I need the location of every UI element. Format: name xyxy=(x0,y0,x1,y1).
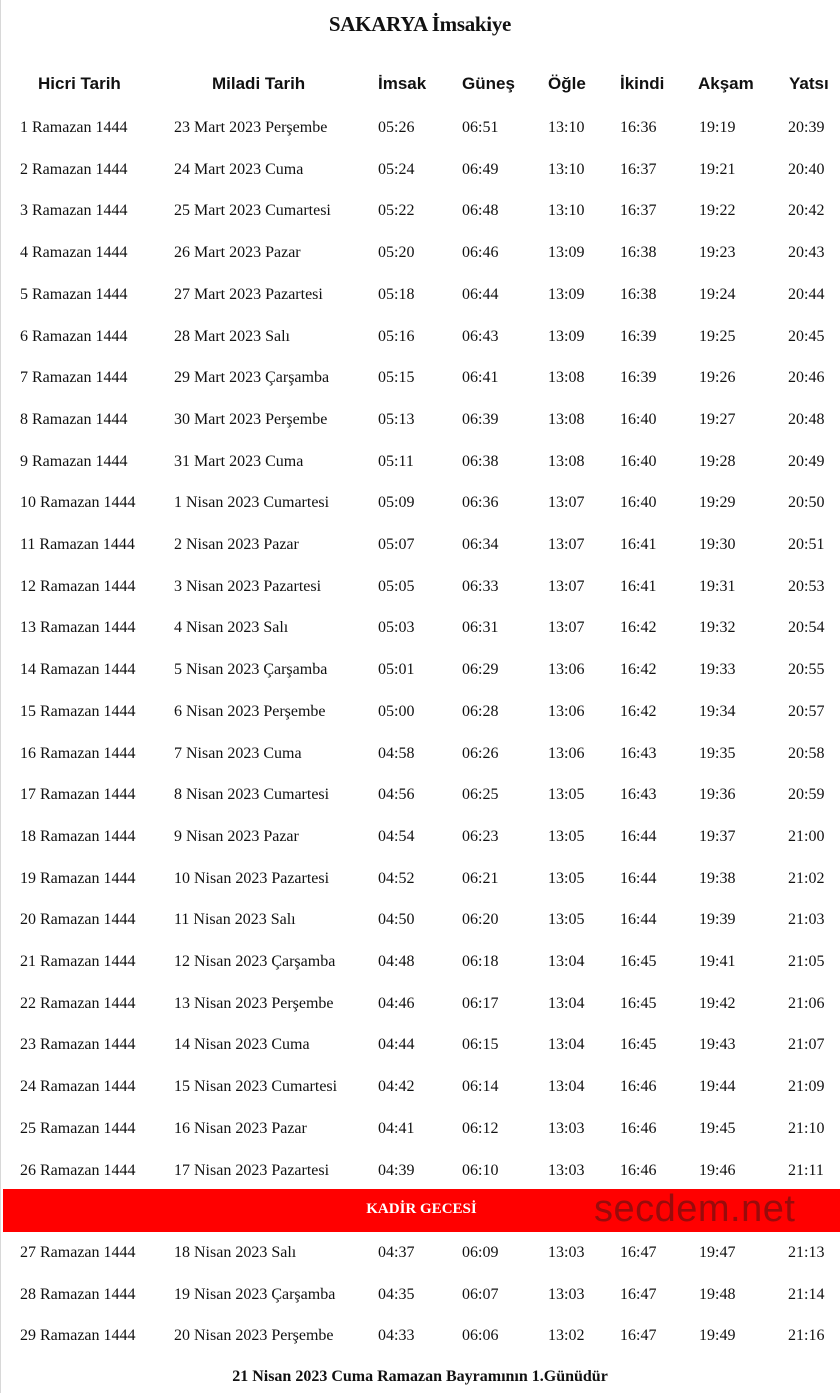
cell-gunes: 06:46 xyxy=(462,244,499,262)
table-row xyxy=(0,1078,840,1102)
cell-gunes: 06:25 xyxy=(462,786,499,804)
cell-yatsi: 21:14 xyxy=(788,1285,825,1303)
cell-miladi: 14 Nisan 2023 Cuma xyxy=(174,1036,310,1054)
cell-hicri: 12 Ramazan 1444 xyxy=(20,577,136,595)
cell-imsak: 05:18 xyxy=(378,285,415,303)
cell-gunes: 06:15 xyxy=(462,1036,499,1054)
cell-miladi: 23 Mart 2023 Perşembe xyxy=(174,119,328,136)
cell-miladi: 15 Nisan 2023 Cumartesi xyxy=(174,1078,338,1096)
cell-ikindi: 16:45 xyxy=(620,1036,657,1054)
table-row xyxy=(0,1244,840,1268)
cell-ikindi: 16:40 xyxy=(620,494,657,512)
cell-imsak: 04:56 xyxy=(378,786,415,804)
cell-miladi: 8 Nisan 2023 Cumartesi xyxy=(174,786,330,804)
table-row xyxy=(0,828,840,852)
cell-hicri: 9 Ramazan 1444 xyxy=(20,452,128,470)
cell-gunes: 06:38 xyxy=(462,452,499,470)
table-row xyxy=(0,369,840,393)
cell-aksam: 19:39 xyxy=(699,911,736,929)
cell-hicri: 3 Ramazan 1444 xyxy=(20,202,128,220)
cell-gunes: 06:17 xyxy=(462,994,499,1012)
table-row xyxy=(0,745,840,769)
cell-imsak: 05:20 xyxy=(378,244,415,262)
cell-yatsi: 20:46 xyxy=(788,369,825,387)
cell-ogle: 13:07 xyxy=(548,536,585,553)
cell-aksam: 19:32 xyxy=(699,619,736,637)
header-aksam: Akşam xyxy=(698,74,754,93)
cell-yatsi: 21:16 xyxy=(788,1327,825,1345)
cell-gunes: 06:07 xyxy=(462,1285,499,1303)
cell-imsak: 05:11 xyxy=(378,452,414,470)
cell-ikindi: 16:42 xyxy=(620,661,657,679)
cell-yatsi: 20:53 xyxy=(788,577,825,595)
cell-ogle: 13:03 xyxy=(548,1119,585,1137)
cell-ogle: 13:08 xyxy=(548,369,585,387)
cell-imsak: 05:01 xyxy=(378,661,415,679)
cell-ogle: 13:07 xyxy=(548,494,585,512)
cell-hicri: 18 Ramazan 1444 xyxy=(20,827,136,845)
cell-hicri: 27 Ramazan 1444 xyxy=(20,1244,136,1261)
cell-aksam: 19:48 xyxy=(699,1285,736,1303)
table-row xyxy=(0,1162,840,1186)
header-ikindi: İkindi xyxy=(620,74,665,93)
cell-hicri: 21 Ramazan 1444 xyxy=(20,953,136,970)
cell-aksam: 19:47 xyxy=(699,1244,736,1261)
cell-gunes: 06:39 xyxy=(462,410,499,428)
header-imsak: İmsak xyxy=(378,74,427,93)
cell-miladi: 26 Mart 2023 Pazar xyxy=(174,244,301,262)
cell-aksam: 19:49 xyxy=(699,1327,736,1345)
cell-ogle: 13:07 xyxy=(548,577,585,595)
cell-yatsi: 21:02 xyxy=(788,869,825,887)
cell-gunes: 06:36 xyxy=(462,494,499,512)
cell-ogle: 13:03 xyxy=(548,1244,585,1261)
cell-hicri: 4 Ramazan 1444 xyxy=(20,244,128,262)
cell-miladi: 31 Mart 2023 Cuma xyxy=(174,452,304,470)
cell-imsak: 05:24 xyxy=(378,160,415,178)
cell-ikindi: 16:39 xyxy=(620,369,657,387)
cell-ikindi: 16:47 xyxy=(620,1244,657,1261)
cell-imsak: 04:48 xyxy=(378,953,415,970)
cell-hicri: 15 Ramazan 1444 xyxy=(20,702,136,720)
cell-miladi: 16 Nisan 2023 Pazar xyxy=(174,1119,307,1137)
cell-ikindi: 16:47 xyxy=(620,1327,657,1345)
table-row xyxy=(0,286,840,310)
cell-ogle: 13:02 xyxy=(548,1327,585,1345)
cell-miladi: 6 Nisan 2023 Perşembe xyxy=(174,702,326,720)
table-row xyxy=(0,578,840,602)
table-row xyxy=(0,536,840,560)
cell-hicri: 23 Ramazan 1444 xyxy=(20,1036,136,1054)
table-row xyxy=(0,161,840,185)
cell-miladi: 1 Nisan 2023 Cumartesi xyxy=(174,494,330,512)
cell-ikindi: 16:38 xyxy=(620,244,657,262)
cell-aksam: 19:37 xyxy=(699,827,736,845)
cell-miladi: 7 Nisan 2023 Cuma xyxy=(174,744,302,762)
cell-ikindi: 16:46 xyxy=(620,1161,657,1179)
cell-yatsi: 20:42 xyxy=(788,202,825,220)
cell-yatsi: 20:45 xyxy=(788,327,825,345)
cell-yatsi: 21:07 xyxy=(788,1036,825,1054)
cell-ikindi: 16:39 xyxy=(620,327,657,345)
cell-imsak: 05:03 xyxy=(378,619,415,637)
cell-miladi: 18 Nisan 2023 Salı xyxy=(174,1244,297,1261)
cell-imsak: 04:35 xyxy=(378,1285,415,1303)
cell-yatsi: 20:57 xyxy=(788,702,825,720)
watermark: secdem.net xyxy=(594,1188,796,1230)
cell-ikindi: 16:45 xyxy=(620,994,657,1012)
cell-miladi: 20 Nisan 2023 Perşembe xyxy=(174,1327,334,1345)
cell-imsak: 05:22 xyxy=(378,202,415,220)
table-row xyxy=(0,494,840,518)
cell-miladi: 5 Nisan 2023 Çarşamba xyxy=(174,661,328,679)
header-ogle: Öğle xyxy=(548,74,586,93)
table-row xyxy=(0,244,840,268)
cell-ikindi: 16:43 xyxy=(620,786,657,804)
cell-ikindi: 16:38 xyxy=(620,285,657,303)
table-row xyxy=(0,453,840,477)
cell-aksam: 19:33 xyxy=(699,661,736,679)
cell-gunes: 06:21 xyxy=(462,869,499,887)
cell-aksam: 19:22 xyxy=(699,202,736,220)
table-row xyxy=(0,1327,840,1351)
cell-imsak: 05:07 xyxy=(378,536,415,553)
table-row xyxy=(0,619,840,643)
cell-aksam: 19:36 xyxy=(699,786,736,804)
cell-imsak: 04:39 xyxy=(378,1161,415,1179)
cell-yatsi: 20:39 xyxy=(788,119,825,136)
cell-imsak: 04:37 xyxy=(378,1244,415,1261)
cell-yatsi: 20:49 xyxy=(788,452,825,470)
cell-aksam: 19:43 xyxy=(699,1036,736,1054)
cell-hicri: 5 Ramazan 1444 xyxy=(20,285,128,303)
cell-ikindi: 16:47 xyxy=(620,1285,657,1303)
cell-gunes: 06:14 xyxy=(462,1078,499,1096)
cell-aksam: 19:38 xyxy=(699,869,736,887)
cell-ikindi: 16:37 xyxy=(620,160,657,178)
cell-gunes: 06:20 xyxy=(462,911,499,929)
page-title: SAKARYA İmsakiye xyxy=(328,12,512,36)
cell-ogle: 13:10 xyxy=(548,202,585,220)
cell-miladi: 12 Nisan 2023 Çarşamba xyxy=(174,953,336,970)
cell-ogle: 13:09 xyxy=(548,285,585,303)
cell-aksam: 19:31 xyxy=(699,577,736,595)
cell-hicri: 13 Ramazan 1444 xyxy=(20,619,136,637)
cell-imsak: 05:15 xyxy=(378,369,415,387)
header-gunes: Güneş xyxy=(462,74,515,93)
table-row xyxy=(0,870,840,894)
cell-yatsi: 20:51 xyxy=(788,536,825,553)
cell-yatsi: 20:43 xyxy=(788,244,825,262)
cell-ikindi: 16:42 xyxy=(620,619,657,637)
cell-ogle: 13:10 xyxy=(548,119,585,136)
cell-gunes: 06:43 xyxy=(462,327,499,345)
header-miladi: Miladi Tarih xyxy=(212,74,306,93)
cell-yatsi: 20:50 xyxy=(788,494,825,512)
cell-gunes: 06:18 xyxy=(462,953,499,970)
cell-imsak: 05:09 xyxy=(378,494,415,512)
table-row xyxy=(0,1036,840,1060)
cell-ogle: 13:10 xyxy=(548,160,585,178)
cell-aksam: 19:21 xyxy=(699,160,736,178)
cell-miladi: 2 Nisan 2023 Pazar xyxy=(174,536,299,553)
cell-hicri: 28 Ramazan 1444 xyxy=(20,1285,136,1303)
cell-yatsi: 20:40 xyxy=(788,160,825,178)
cell-ogle: 13:09 xyxy=(548,244,585,262)
cell-ogle: 13:04 xyxy=(548,953,585,970)
table-row xyxy=(0,328,840,352)
cell-ikindi: 16:40 xyxy=(620,410,657,428)
cell-hicri: 8 Ramazan 1444 xyxy=(20,410,128,428)
cell-imsak: 05:05 xyxy=(378,577,415,595)
cell-imsak: 04:41 xyxy=(378,1119,415,1137)
cell-yatsi: 21:06 xyxy=(788,994,825,1012)
cell-gunes: 06:44 xyxy=(462,285,499,303)
table-row xyxy=(0,703,840,727)
table-row xyxy=(0,911,840,935)
cell-gunes: 06:33 xyxy=(462,577,499,595)
cell-gunes: 06:49 xyxy=(462,160,499,178)
cell-ikindi: 16:41 xyxy=(620,536,657,553)
cell-gunes: 06:12 xyxy=(462,1119,499,1137)
cell-miladi: 29 Mart 2023 Çarşamba xyxy=(174,369,330,387)
cell-ogle: 13:06 xyxy=(548,661,585,679)
cell-imsak: 04:42 xyxy=(378,1078,415,1096)
cell-aksam: 19:19 xyxy=(699,119,736,136)
cell-yatsi: 20:48 xyxy=(788,410,825,428)
cell-hicri: 7 Ramazan 1444 xyxy=(20,369,128,387)
table-row xyxy=(0,119,840,143)
cell-gunes: 06:26 xyxy=(462,744,499,762)
cell-hicri: 22 Ramazan 1444 xyxy=(20,994,136,1012)
cell-imsak: 04:46 xyxy=(378,994,415,1012)
table-row xyxy=(0,953,840,977)
cell-yatsi: 21:00 xyxy=(788,827,825,845)
cell-ogle: 13:04 xyxy=(548,1036,585,1054)
cell-miladi: 25 Mart 2023 Cumartesi xyxy=(174,202,331,220)
cell-hicri: 16 Ramazan 1444 xyxy=(20,744,136,762)
cell-aksam: 19:42 xyxy=(699,994,736,1012)
cell-imsak: 04:54 xyxy=(378,827,415,845)
cell-gunes: 06:48 xyxy=(462,202,499,220)
cell-ikindi: 16:37 xyxy=(620,202,657,220)
cell-yatsi: 21:03 xyxy=(788,911,825,929)
cell-ogle: 13:05 xyxy=(548,911,585,929)
cell-gunes: 06:06 xyxy=(462,1327,499,1345)
cell-hicri: 20 Ramazan 1444 xyxy=(20,911,136,929)
cell-ogle: 13:04 xyxy=(548,1078,585,1096)
cell-gunes: 06:31 xyxy=(462,619,499,637)
cell-ikindi: 16:40 xyxy=(620,452,657,470)
cell-ogle: 13:08 xyxy=(548,410,585,428)
cell-ogle: 13:03 xyxy=(548,1161,585,1179)
table-row xyxy=(0,995,840,1019)
cell-miladi: 27 Mart 2023 Pazartesi xyxy=(174,285,323,303)
cell-aksam: 19:25 xyxy=(699,327,736,345)
cell-hicri: 26 Ramazan 1444 xyxy=(20,1161,136,1179)
cell-aksam: 19:45 xyxy=(699,1119,736,1137)
cell-ikindi: 16:43 xyxy=(620,744,657,762)
cell-ogle: 13:04 xyxy=(548,994,585,1012)
cell-hicri: 1 Ramazan 1444 xyxy=(20,119,128,136)
cell-gunes: 06:09 xyxy=(462,1244,499,1261)
cell-miladi: 10 Nisan 2023 Pazartesi xyxy=(174,869,330,887)
cell-aksam: 19:34 xyxy=(699,702,736,720)
cell-gunes: 06:29 xyxy=(462,661,499,679)
cell-yatsi: 20:44 xyxy=(788,285,825,303)
cell-imsak: 04:52 xyxy=(378,869,415,887)
cell-miladi: 19 Nisan 2023 Çarşamba xyxy=(174,1285,336,1303)
cell-ikindi: 16:42 xyxy=(620,702,657,720)
cell-ikindi: 16:46 xyxy=(620,1078,657,1096)
cell-yatsi: 20:54 xyxy=(788,619,825,637)
cell-hicri: 2 Ramazan 1444 xyxy=(20,160,128,178)
header-hicri: Hicri Tarih xyxy=(38,74,121,93)
cell-gunes: 06:28 xyxy=(462,702,499,720)
table-row xyxy=(0,411,840,435)
table-row xyxy=(0,1120,840,1144)
table-header xyxy=(0,74,840,98)
cell-hicri: 11 Ramazan 1444 xyxy=(20,536,135,553)
cell-yatsi: 21:10 xyxy=(788,1119,825,1137)
cell-yatsi: 21:13 xyxy=(788,1244,825,1261)
cell-ogle: 13:06 xyxy=(548,702,585,720)
cell-miladi: 4 Nisan 2023 Salı xyxy=(174,619,289,637)
cell-imsak: 04:33 xyxy=(378,1327,415,1345)
cell-imsak: 04:44 xyxy=(378,1036,415,1054)
cell-miladi: 28 Mart 2023 Salı xyxy=(174,327,290,345)
cell-gunes: 06:10 xyxy=(462,1161,499,1179)
cell-ogle: 13:09 xyxy=(548,327,585,345)
cell-imsak: 05:26 xyxy=(378,119,415,136)
cell-aksam: 19:46 xyxy=(699,1161,736,1179)
cell-imsak: 04:50 xyxy=(378,911,415,929)
cell-hicri: 10 Ramazan 1444 xyxy=(20,494,136,512)
cell-aksam: 19:35 xyxy=(699,744,736,762)
cell-hicri: 25 Ramazan 1444 xyxy=(20,1119,136,1137)
cell-ikindi: 16:41 xyxy=(620,577,657,595)
cell-aksam: 19:41 xyxy=(699,953,736,970)
cell-ikindi: 16:45 xyxy=(620,953,657,970)
cell-miladi: 24 Mart 2023 Cuma xyxy=(174,160,304,178)
cell-aksam: 19:30 xyxy=(699,536,736,553)
cell-ogle: 13:05 xyxy=(548,869,585,887)
table-row xyxy=(0,1286,840,1310)
footer-note: 21 Nisan 2023 Cuma Ramazan Bayramının 1.Günüdür xyxy=(232,1368,608,1385)
cell-hicri: 29 Ramazan 1444 xyxy=(20,1327,136,1345)
cell-imsak: 05:16 xyxy=(378,327,415,345)
cell-gunes: 06:41 xyxy=(462,369,499,387)
cell-miladi: 30 Mart 2023 Perşembe xyxy=(174,410,328,428)
cell-ikindi: 16:46 xyxy=(620,1119,657,1137)
cell-aksam: 19:24 xyxy=(699,285,736,303)
cell-hicri: 24 Ramazan 1444 xyxy=(20,1078,136,1096)
cell-miladi: 9 Nisan 2023 Pazar xyxy=(174,827,299,845)
cell-ogle: 13:05 xyxy=(548,827,585,845)
banner-label: KADİR GECESİ xyxy=(366,1201,477,1217)
cell-ogle: 13:03 xyxy=(548,1285,585,1303)
cell-ikindi: 16:36 xyxy=(620,119,657,136)
cell-aksam: 19:27 xyxy=(699,410,736,428)
cell-ikindi: 16:44 xyxy=(620,869,657,887)
cell-hicri: 14 Ramazan 1444 xyxy=(20,661,136,679)
cell-hicri: 19 Ramazan 1444 xyxy=(20,869,136,887)
cell-hicri: 6 Ramazan 1444 xyxy=(20,327,128,345)
cell-gunes: 06:23 xyxy=(462,827,499,845)
table-row xyxy=(0,202,840,226)
cell-imsak: 05:13 xyxy=(378,410,415,428)
cell-imsak: 05:00 xyxy=(378,702,415,720)
table-row xyxy=(0,661,840,685)
cell-miladi: 17 Nisan 2023 Pazartesi xyxy=(174,1161,330,1179)
cell-yatsi: 21:11 xyxy=(788,1161,824,1179)
cell-yatsi: 20:58 xyxy=(788,744,825,762)
cell-yatsi: 21:05 xyxy=(788,953,825,970)
cell-ogle: 13:07 xyxy=(548,619,585,637)
cell-hicri: 17 Ramazan 1444 xyxy=(20,786,136,804)
header-yatsi: Yatsı xyxy=(789,74,829,93)
cell-yatsi: 20:59 xyxy=(788,786,825,804)
cell-aksam: 19:23 xyxy=(699,244,736,262)
cell-ogle: 13:05 xyxy=(548,786,585,804)
table-row xyxy=(0,786,840,810)
cell-aksam: 19:28 xyxy=(699,452,736,470)
cell-ikindi: 16:44 xyxy=(620,911,657,929)
cell-aksam: 19:26 xyxy=(699,369,736,387)
cell-imsak: 04:58 xyxy=(378,744,415,762)
cell-ogle: 13:08 xyxy=(548,452,585,470)
cell-yatsi: 20:55 xyxy=(788,661,825,679)
cell-ogle: 13:06 xyxy=(548,744,585,762)
cell-aksam: 19:29 xyxy=(699,494,736,512)
cell-ikindi: 16:44 xyxy=(620,827,657,845)
cell-miladi: 3 Nisan 2023 Pazartesi xyxy=(174,577,322,595)
cell-aksam: 19:44 xyxy=(699,1078,736,1096)
cell-miladi: 11 Nisan 2023 Salı xyxy=(174,911,296,929)
cell-yatsi: 21:09 xyxy=(788,1078,825,1096)
cell-miladi: 13 Nisan 2023 Perşembe xyxy=(174,994,334,1012)
cell-gunes: 06:51 xyxy=(462,119,499,136)
cell-gunes: 06:34 xyxy=(462,536,499,553)
